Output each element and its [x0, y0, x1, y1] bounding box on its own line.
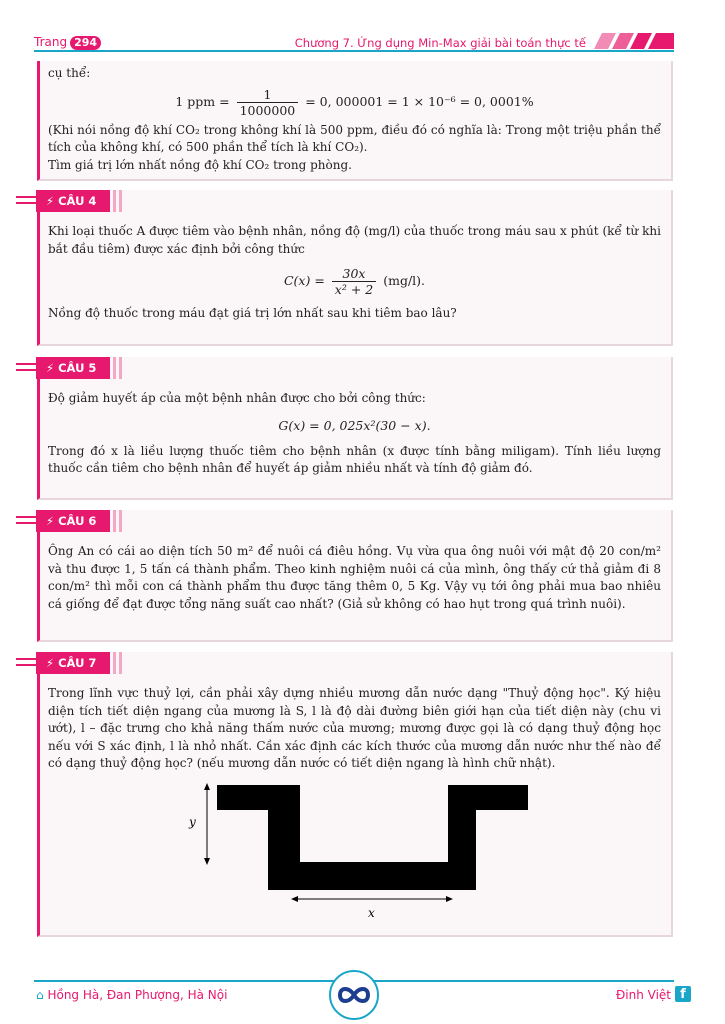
question-label-6-text: CÂU 6 — [58, 514, 97, 528]
question-label-7-text: CÂU 7 — [58, 656, 97, 670]
ppm-fraction-numerator: 1 — [237, 87, 299, 103]
page-prefix: Trang — [34, 35, 68, 49]
question-4-text: Khi loại thuốc A được tiêm vào bệnh nhân, nồng độ (mg/l) của thuốc trong máu sau x phút (kể từ khi bắt đầu tiêm) được xác định bởi công thức — [48, 224, 661, 256]
blood-pressure-formula: G(x) = 0, 025x²(30 − x). — [278, 417, 431, 433]
channel-cross-section-diagram — [180, 780, 540, 920]
question-box-7 — [37, 652, 673, 937]
concentration-unit: (mg/l). — [383, 273, 426, 288]
question-label-4: ⚡ CÂU 4 — [36, 190, 110, 212]
page-header — [34, 33, 674, 53]
footer-address-text: Hồng Hà, Đan Phượng, Hà Nội — [47, 988, 228, 1002]
co2-question: Tìm giá trị lớn nhất nồng độ khí CO₂ trong phòng. — [48, 157, 352, 172]
home-icon: ⌂ — [36, 988, 44, 1002]
ppm-fraction — [237, 87, 299, 118]
question-5-text: Độ giảm huyết áp của một bệnh nhân được cho bởi công thức: — [48, 391, 426, 405]
tag-stripe — [113, 357, 116, 379]
y-dimension-label: y — [189, 815, 196, 829]
footer-author: Đinh Việt — [615, 988, 671, 1002]
question-label-6: ⚡ CÂU 6 — [36, 510, 110, 532]
concentration-formula-lhs: C(x) = — [283, 273, 325, 288]
ppm-fraction-denominator: 1000000 — [239, 102, 296, 118]
tag-stripe — [119, 652, 122, 674]
header-rule — [34, 50, 674, 52]
question-4-ask: Nồng độ thuốc trong máu đạt giá trị lớn nhất sau khi tiêm bao lâu? — [48, 306, 457, 320]
co2-note: (Khi nói nồng độ khí CO₂ trong không khí là 500 ppm, điều đó có nghĩa là: Trong một triệu phần thể tích của không khí, có 500 phần thể tích là khí CO₂). — [48, 122, 661, 154]
question-label-5-text: CÂU 5 — [58, 361, 97, 375]
question-box-5 — [37, 357, 673, 500]
tag-lines-decoration — [16, 196, 38, 208]
page-number-label — [34, 35, 101, 50]
concentration-fraction — [332, 266, 376, 297]
concentration-fraction-numerator: 30x — [332, 266, 376, 282]
tag-stripe — [119, 357, 122, 379]
question-5-ask: Trong đó x là liều lượng thuốc tiêm cho bệnh nhân (x được tính bằng miligam). Tính liều lượng thuốc cần tiêm cho bệnh nhân để huyết áp giảm nhiều nhất và tính độ giảm đó. — [48, 443, 661, 475]
tag-lines-decoration — [16, 658, 38, 670]
facebook-icon[interactable]: f — [675, 986, 691, 1002]
chapter-title: Chương 7. Ứng dụng Min-Max giải bài toán thực tế — [294, 36, 586, 50]
channel-wall-shape — [217, 785, 528, 890]
infinity-icon — [331, 972, 377, 1018]
tag-stripe — [119, 510, 122, 532]
x-dimension-label: x — [368, 906, 375, 920]
continuation-box — [37, 61, 673, 181]
question-label-5: ⚡ CÂU 5 — [36, 357, 110, 379]
question-6-text: Ông An có cái ao diện tích 50 m² để nuôi cá điêu hồng. Vụ vừa qua ông nuôi với mật độ 20 con/m² và thu được 1, 5 tấn cá thành phẩm. Theo kinh nghiệm nuôi cá của mình, ông thấy cứ thả giảm đi 8 con/m² thì mỗi con cá thành phẩm thu được tăng thêm 0, 5 Kg. Vậy vụ tới ông phải mua bao nhiêu cá giống để đạt được tổng năng suất cao nhất? (Giả sử không có hao hụt trong quá trình nuôi). — [48, 544, 661, 611]
question-box-4 — [37, 190, 673, 346]
tag-lines-decoration — [16, 363, 38, 375]
question-7-text: Trong lĩnh vực thuỷ lợi, cần phải xây dựng nhiều mương dẫn nước dạng "Thuỷ động học". Ký hiệu diện tích tiết diện ngang của mương là S, l là độ dài đường biên giới hạn của tiết diện này (chu vi ướt), l – đặc trưng cho khả năng thấm nước của mương; mương được gọi là có dạng thuỷ động học nếu với S xác định, l là nhỏ nhất. Cần xác định các kích thước của mương dẫn nước như thế nào để có dạng thuỷ động học? (nếu mương dẫn nước có tiết diện ngang là hình chữ nhật). — [48, 686, 661, 770]
infinity-logo — [329, 970, 379, 1020]
tag-stripe — [113, 510, 116, 532]
concentration-formula — [48, 266, 661, 297]
footer-address — [36, 988, 227, 1002]
question-label-4-text: CÂU 4 — [58, 194, 97, 208]
tag-lines-decoration — [16, 516, 38, 528]
ppm-formula-rhs: = 0, 000001 = 1 × 10⁻⁶ = 0, 0001% — [305, 93, 534, 109]
ppm-formula-lhs: 1 ppm = — [175, 93, 230, 109]
tag-stripe — [113, 652, 116, 674]
page-number-badge: 294 — [70, 36, 101, 50]
question-label-7: ⚡ CÂU 7 — [36, 652, 110, 674]
ppm-formula — [48, 87, 661, 118]
intro-text: cụ thể: — [48, 66, 91, 80]
tag-stripe — [119, 190, 122, 212]
question-box-6 — [37, 510, 673, 642]
tag-stripe — [113, 190, 116, 212]
concentration-fraction-denominator: x² + 2 — [334, 282, 374, 297]
header-stripes-decoration — [590, 33, 674, 49]
